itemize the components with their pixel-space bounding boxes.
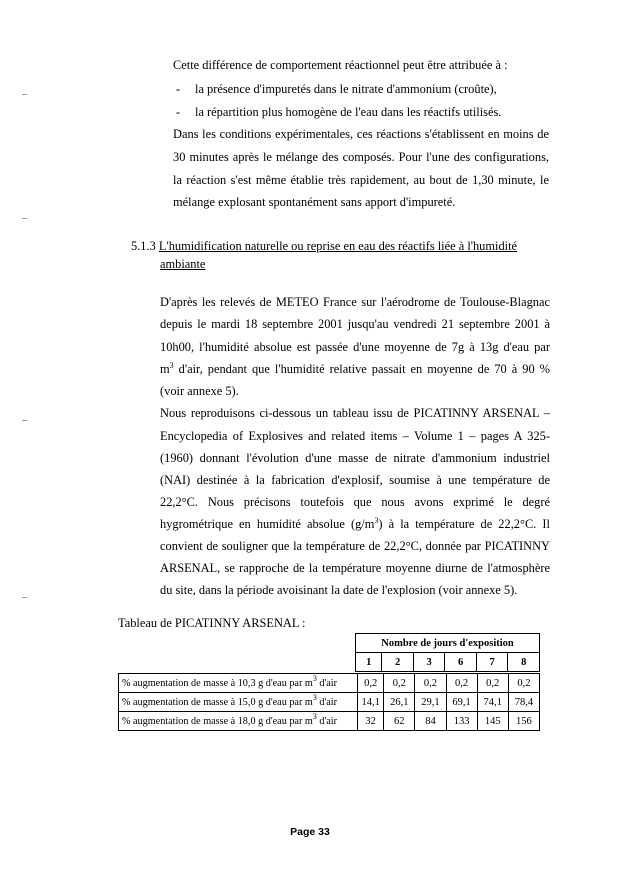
page-number: Page 33 [290, 826, 330, 838]
value-cell: 62 [384, 712, 415, 731]
bullet-item: la répartition plus homogène de l'eau dans les réactifs utilisés. [195, 105, 502, 119]
value-cell: 0,2 [477, 674, 508, 693]
table-caption: Tableau de PICATINNY ARSENAL : [118, 616, 306, 630]
value-cell: 0,2 [358, 674, 384, 693]
value-cell: 74,1 [477, 693, 508, 712]
body-line: (1960) donnant l'évolution d'une masse de nitrate d'ammonium industriel [160, 451, 550, 465]
body-line: ARSENAL, se rapproche de la température moyenne diurne de l'atmosphère [160, 561, 550, 575]
day-header: 3 [413, 653, 445, 672]
row-label: % augmentation de masse à 10,3 g d'eau par $m^3$ d'air [119, 674, 358, 693]
intro-line: Cette différence de comportement réactionnel peut être attribuée à : [173, 58, 508, 72]
day-header: 8 [508, 653, 540, 672]
bullet-dash: - [176, 82, 181, 96]
body-line: $m^3$ d'air, pendant que l'humidité relative passait en moyenne de 70 à 90 % [160, 361, 550, 376]
intro-paragraph-line: la réaction s'est même établie très rapidement, au bout de 1,30 minute, le [173, 173, 549, 187]
value-cell: 26,1 [384, 693, 415, 712]
body-line: (NAI) destinée à la fabrication d'explosif, soumise à une température de [160, 473, 550, 487]
body-line: Encyclopedia of Explosives and related items – Volume 1 – pages A 325- [160, 429, 550, 443]
value-cell: 0,2 [384, 674, 415, 693]
bullet-dash: - [176, 105, 181, 119]
margin-mark [22, 218, 27, 219]
table-row [119, 712, 540, 731]
section-heading [131, 238, 517, 254]
body-line: convient de souligner que la température de 22,2°C, donnée par PICATINNY [160, 539, 550, 553]
body-line: depuis le mardi 18 septembre 2001 jusqu'au vendredi 21 septembre 2001 à [160, 317, 550, 331]
body-line: (voir annexe 5). [160, 384, 239, 398]
value-cell: 0,2 [446, 674, 477, 693]
bullet-item: la présence d'impuretés dans le nitrate d'ammonium (croûte), [195, 82, 497, 96]
row-label: % augmentation de masse à 18,0 g d'eau par $m^3$ d'air [119, 712, 358, 731]
body-line: 10h00, l'humidité absolue est passée d'une moyenne de 7g à 13g d'eau par [160, 340, 550, 354]
group-header-cell: Nombre de jours d'exposition [356, 634, 540, 653]
table-row [119, 674, 540, 693]
intro-paragraph-line: Dans les conditions expérimentales, ces réactions s'établissent en moins de [173, 127, 549, 141]
margin-mark [22, 597, 27, 598]
day-header: 1 [356, 653, 382, 672]
value-cell: 69,1 [446, 693, 477, 712]
day-header: 7 [476, 653, 508, 672]
value-cell: 0,2 [415, 674, 446, 693]
value-cell: 84 [415, 712, 446, 731]
day-header: 2 [382, 653, 414, 672]
data-table [118, 673, 540, 731]
intro-paragraph-line: mélange explosant spontanément sans apport d'impureté. [173, 195, 456, 209]
value-cell: 156 [508, 712, 539, 731]
section-number: 5.1.3 [131, 239, 156, 253]
table-group-header [355, 633, 540, 672]
value-cell: 78,4 [508, 693, 539, 712]
margin-mark [22, 94, 27, 95]
body-line: Nous reproduisons ci-dessous un tableau issu de PICATINNY ARSENAL – [160, 406, 550, 420]
intro-paragraph-line: 30 minutes après le mélange des composés. Pour l'une des configurations, [173, 150, 549, 164]
section-title: L'humidification naturelle ou reprise en eau des réactifs liée à l'humidité [158, 239, 518, 253]
value-cell: 32 [358, 712, 384, 731]
section-heading-cont [160, 256, 205, 272]
value-cell: 14,1 [358, 693, 384, 712]
value-cell: 133 [446, 712, 477, 731]
day-header: 6 [445, 653, 477, 672]
body-line: D'après les relevés de METEO France sur l'aérodrome de Toulouse-Blagnac [160, 295, 550, 309]
value-cell: 145 [477, 712, 508, 731]
body-line: 22,2°C. Nous précisons toutefois que nous avons exprimé le degré [160, 495, 550, 509]
body-line: du site, dans la période avoisinant la date de l'explosion (voir annexe 5). [160, 583, 518, 597]
row-label: % augmentation de masse à 15,0 g d'eau par $m^3$ d'air [119, 693, 358, 712]
margin-mark [22, 420, 27, 421]
value-cell: 0,2 [508, 674, 539, 693]
value-cell: 29,1 [415, 693, 446, 712]
section-title-cont: ambiante [160, 257, 206, 271]
table-row [119, 693, 540, 712]
body-line: hygrométrique en humidité absolue $(g/m^3)$ à la température de 22,2°C. Il [160, 516, 550, 531]
